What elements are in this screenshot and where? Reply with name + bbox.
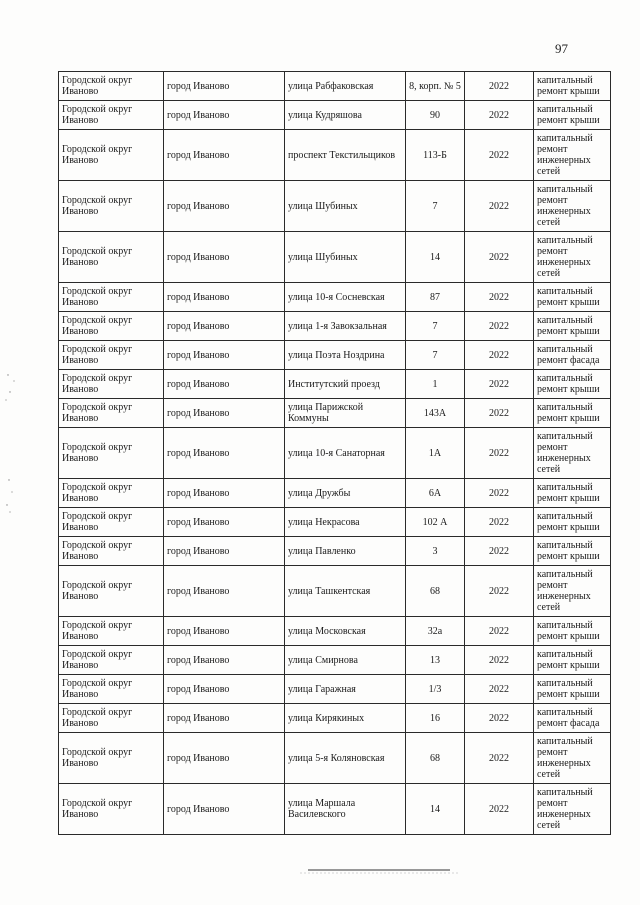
street-cell: улица 10-я Сосневская — [285, 283, 406, 312]
house-cell: 7 — [406, 312, 465, 341]
street-cell: улица Ташкентская — [285, 566, 406, 617]
street-cell: улица 5-я Коляновская — [285, 733, 406, 784]
municipality-cell: Городской округ Иваново — [59, 617, 164, 646]
municipality-cell: Городской округ Иваново — [59, 784, 164, 835]
work-type-cell: капитальный ремонт фасада — [534, 341, 611, 370]
house-cell: 143А — [406, 399, 465, 428]
municipality-cell: Городской округ Иваново — [59, 646, 164, 675]
house-cell: 68 — [406, 733, 465, 784]
table-row — [59, 508, 611, 537]
work-type-cell: капитальный ремонт крыши — [534, 370, 611, 399]
work-type-cell: капитальный ремонт крыши — [534, 101, 611, 130]
municipality-cell: Городской округ Иваново — [59, 101, 164, 130]
city-cell: город Иваново — [164, 508, 285, 537]
city-cell: город Иваново — [164, 283, 285, 312]
city-cell: город Иваново — [164, 130, 285, 181]
municipality-cell: Городской округ Иваново — [59, 704, 164, 733]
street-cell: улица Маршала Василевского — [285, 784, 406, 835]
work-type-cell: капитальный ремонт крыши — [534, 646, 611, 675]
year-cell: 2022 — [465, 428, 534, 479]
house-cell: 8, корп. № 5 — [406, 72, 465, 101]
city-cell: город Иваново — [164, 617, 285, 646]
year-cell: 2022 — [465, 101, 534, 130]
work-type-cell: капитальный ремонт крыши — [534, 537, 611, 566]
work-type-cell: капитальный ремонт крыши — [534, 72, 611, 101]
table-row — [59, 341, 611, 370]
street-cell: Институтский проезд — [285, 370, 406, 399]
year-cell: 2022 — [465, 733, 534, 784]
municipality-cell: Городской округ Иваново — [59, 675, 164, 704]
table-row — [59, 232, 611, 283]
table-row — [59, 283, 611, 312]
municipality-cell: Городской округ Иваново — [59, 232, 164, 283]
table-row — [59, 733, 611, 784]
page-number: 97 — [555, 41, 568, 56]
street-cell: улица Некрасова — [285, 508, 406, 537]
year-cell: 2022 — [465, 283, 534, 312]
house-cell: 13 — [406, 646, 465, 675]
table-row — [59, 312, 611, 341]
house-cell: 14 — [406, 232, 465, 283]
house-cell: 16 — [406, 704, 465, 733]
city-cell: город Иваново — [164, 370, 285, 399]
work-type-cell: капитальный ремонт инженерных сетей — [534, 232, 611, 283]
table-row — [59, 617, 611, 646]
work-type-cell: капитальный ремонт крыши — [534, 617, 611, 646]
year-cell: 2022 — [465, 508, 534, 537]
table-row — [59, 566, 611, 617]
year-cell: 2022 — [465, 675, 534, 704]
city-cell: город Иваново — [164, 399, 285, 428]
municipality-cell: Городской округ Иваново — [59, 508, 164, 537]
city-cell: город Иваново — [164, 646, 285, 675]
street-cell: улица Кирякиных — [285, 704, 406, 733]
house-cell: 113-Б — [406, 130, 465, 181]
house-cell: 1/3 — [406, 675, 465, 704]
city-cell: город Иваново — [164, 72, 285, 101]
year-cell: 2022 — [465, 537, 534, 566]
year-cell: 2022 — [465, 617, 534, 646]
municipality-cell: Городской округ Иваново — [59, 370, 164, 399]
table-row — [59, 101, 611, 130]
year-cell: 2022 — [465, 646, 534, 675]
work-type-cell: капитальный ремонт инженерных сетей — [534, 566, 611, 617]
municipality-cell: Городской округ Иваново — [59, 72, 164, 101]
housing-repair-table — [58, 71, 611, 835]
city-cell: город Иваново — [164, 181, 285, 232]
city-cell: город Иваново — [164, 784, 285, 835]
municipality-cell: Городской округ Иваново — [59, 130, 164, 181]
work-type-cell: капитальный ремонт крыши — [534, 479, 611, 508]
street-cell: улица Шубиных — [285, 232, 406, 283]
year-cell: 2022 — [465, 370, 534, 399]
city-cell: город Иваново — [164, 733, 285, 784]
year-cell: 2022 — [465, 479, 534, 508]
municipality-cell: Городской округ Иваново — [59, 341, 164, 370]
city-cell: город Иваново — [164, 341, 285, 370]
year-cell: 2022 — [465, 130, 534, 181]
year-cell: 2022 — [465, 312, 534, 341]
table-row — [59, 130, 611, 181]
work-type-cell: капитальный ремонт фасада — [534, 704, 611, 733]
work-type-cell: капитальный ремонт инженерных сетей — [534, 733, 611, 784]
house-cell: 14 — [406, 784, 465, 835]
municipality-cell: Городской округ Иваново — [59, 399, 164, 428]
year-cell: 2022 — [465, 72, 534, 101]
municipality-cell: Городской округ Иваново — [59, 537, 164, 566]
work-type-cell: капитальный ремонт крыши — [534, 283, 611, 312]
house-cell: 7 — [406, 181, 465, 232]
work-type-cell: капитальный ремонт крыши — [534, 399, 611, 428]
work-type-cell: капитальный ремонт инженерных сетей — [534, 428, 611, 479]
municipality-cell: Городской округ Иваново — [59, 181, 164, 232]
municipality-cell: Городской округ Иваново — [59, 566, 164, 617]
street-cell: улица 10-я Санаторная — [285, 428, 406, 479]
house-cell: 6А — [406, 479, 465, 508]
year-cell: 2022 — [465, 704, 534, 733]
margin-speckle-left — [5, 374, 14, 512]
table-row — [59, 646, 611, 675]
table-row — [59, 537, 611, 566]
year-cell: 2022 — [465, 399, 534, 428]
year-cell: 2022 — [465, 341, 534, 370]
table-row — [59, 675, 611, 704]
city-cell: город Иваново — [164, 537, 285, 566]
work-type-cell: капитальный ремонт инженерных сетей — [534, 181, 611, 232]
house-cell: 87 — [406, 283, 465, 312]
street-cell: улица 1-я Завокзальная — [285, 312, 406, 341]
year-cell: 2022 — [465, 181, 534, 232]
street-cell: улица Поэта Ноздрина — [285, 341, 406, 370]
table-row — [59, 479, 611, 508]
municipality-cell: Городской округ Иваново — [59, 428, 164, 479]
city-cell: город Иваново — [164, 566, 285, 617]
municipality-cell: Городской округ Иваново — [59, 283, 164, 312]
city-cell: город Иваново — [164, 232, 285, 283]
work-type-cell: капитальный ремонт крыши — [534, 312, 611, 341]
city-cell: город Иваново — [164, 312, 285, 341]
year-cell: 2022 — [465, 784, 534, 835]
table-row — [59, 370, 611, 399]
house-cell: 3 — [406, 537, 465, 566]
street-cell: улица Рабфаковская — [285, 72, 406, 101]
municipality-cell: Городской округ Иваново — [59, 479, 164, 508]
house-cell: 32а — [406, 617, 465, 646]
street-cell: улица Гаражная — [285, 675, 406, 704]
work-type-cell: капитальный ремонт крыши — [534, 675, 611, 704]
house-cell: 90 — [406, 101, 465, 130]
street-cell: улица Шубиных — [285, 181, 406, 232]
year-cell: 2022 — [465, 566, 534, 617]
house-cell: 1 — [406, 370, 465, 399]
year-cell: 2022 — [465, 232, 534, 283]
street-cell: улица Павленко — [285, 537, 406, 566]
city-cell: город Иваново — [164, 479, 285, 508]
table-row — [59, 181, 611, 232]
table-row — [59, 784, 611, 835]
house-cell: 1А — [406, 428, 465, 479]
city-cell: город Иваново — [164, 101, 285, 130]
street-cell: проспект Текстильщиков — [285, 130, 406, 181]
house-cell: 68 — [406, 566, 465, 617]
table-row — [59, 399, 611, 428]
street-cell: улица Дружбы — [285, 479, 406, 508]
city-cell: город Иваново — [164, 675, 285, 704]
street-cell: улица Кудряшова — [285, 101, 406, 130]
work-type-cell: капитальный ремонт инженерных сетей — [534, 784, 611, 835]
municipality-cell: Городской округ Иваново — [59, 733, 164, 784]
table-row — [59, 72, 611, 101]
street-cell: улица Смирнова — [285, 646, 406, 675]
municipality-cell: Городской округ Иваново — [59, 312, 164, 341]
street-cell: улица Парижской Коммуны — [285, 399, 406, 428]
table-row — [59, 428, 611, 479]
house-cell: 102 А — [406, 508, 465, 537]
city-cell: город Иваново — [164, 704, 285, 733]
street-cell: улица Московская — [285, 617, 406, 646]
house-cell: 7 — [406, 341, 465, 370]
city-cell: город Иваново — [164, 428, 285, 479]
table-row — [59, 704, 611, 733]
work-type-cell: капитальный ремонт инженерных сетей — [534, 130, 611, 181]
work-type-cell: капитальный ремонт крыши — [534, 508, 611, 537]
